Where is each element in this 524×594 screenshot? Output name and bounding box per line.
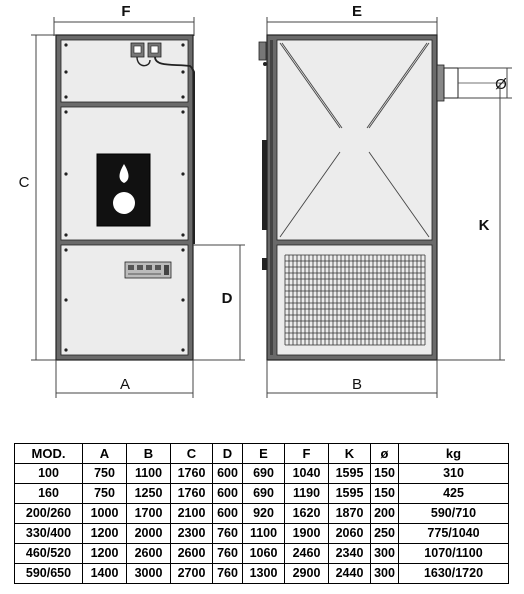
table-cell: 690 — [243, 484, 285, 504]
table-cell: 2000 — [127, 524, 171, 544]
table-cell: 760 — [213, 524, 243, 544]
header-cell: A — [83, 444, 127, 464]
dimension-d — [193, 245, 245, 360]
header-cell: K — [329, 444, 371, 464]
table-cell: 1070/1100 — [399, 544, 509, 564]
table-cell: 2340 — [329, 544, 371, 564]
table-cell: 300 — [371, 564, 399, 584]
front-view — [19, 3, 245, 398]
label-f: F — [121, 3, 131, 20]
dimension-c — [19, 35, 56, 360]
table-cell: 300 — [371, 544, 399, 564]
table-row — [15, 544, 509, 564]
table-cell: 2600 — [127, 544, 171, 564]
spec-table — [14, 443, 509, 584]
table-cell: 1700 — [127, 504, 171, 524]
table-cell: 425 — [399, 484, 509, 504]
header-cell: ø — [371, 444, 399, 464]
table-cell: 590/710 — [399, 504, 509, 524]
table-cell: 460/520 — [15, 544, 83, 564]
label-c: C — [18, 174, 30, 191]
table-cell: 690 — [243, 464, 285, 484]
side-upper-panel — [277, 40, 432, 240]
table-cell: 1300 — [243, 564, 285, 584]
dimension-b — [267, 360, 437, 398]
header-cell: MOD. — [15, 444, 83, 464]
table-cell: 1100 — [127, 464, 171, 484]
table-cell: 1200 — [83, 524, 127, 544]
label-e: E — [351, 3, 363, 20]
table-cell: 1760 — [171, 464, 213, 484]
table-cell: 1630/1720 — [399, 564, 509, 584]
table-cell: 2100 — [171, 504, 213, 524]
header-cell: D — [213, 444, 243, 464]
side-view — [259, 3, 512, 398]
table-cell: 2300 — [171, 524, 213, 544]
table-cell: 600 — [213, 484, 243, 504]
table-row — [15, 524, 509, 544]
table-cell: 600 — [213, 464, 243, 484]
table-cell: 2060 — [329, 524, 371, 544]
table-header-row — [15, 444, 509, 464]
table-cell: 1000 — [83, 504, 127, 524]
label-b: B — [351, 376, 363, 393]
control-panel — [125, 262, 171, 278]
table-cell: 200/260 — [15, 504, 83, 524]
table-cell: 1760 — [171, 484, 213, 504]
table-row — [15, 564, 509, 584]
header-cell: C — [171, 444, 213, 464]
header-cell: F — [285, 444, 329, 464]
table-cell: 100 — [15, 464, 83, 484]
table-cell: 1250 — [127, 484, 171, 504]
table-cell: 750 — [83, 484, 127, 504]
table-cell: 2900 — [285, 564, 329, 584]
table-cell: 750 — [83, 464, 127, 484]
table-row — [15, 464, 509, 484]
table-cell: 150 — [371, 464, 399, 484]
table-cell: 590/650 — [15, 564, 83, 584]
table-cell: 2440 — [329, 564, 371, 584]
table-cell: 150 — [371, 484, 399, 504]
label-d: D — [221, 290, 233, 307]
header-cell: B — [127, 444, 171, 464]
label-k: K — [478, 217, 490, 234]
table-cell: 1870 — [329, 504, 371, 524]
label-diameter: Ø — [495, 76, 507, 93]
table-cell: 3000 — [127, 564, 171, 584]
table-cell: 2460 — [285, 544, 329, 564]
table-body — [15, 464, 509, 584]
dimension-e — [267, 3, 437, 36]
front-top-panel — [61, 40, 188, 102]
table-cell: 2600 — [171, 544, 213, 564]
header-cell: E — [243, 444, 285, 464]
burner-window — [97, 154, 150, 226]
table-cell: 1040 — [285, 464, 329, 484]
side-rail — [262, 140, 267, 230]
table-cell: 2700 — [171, 564, 213, 584]
table-cell: 760 — [213, 544, 243, 564]
side-bracket — [259, 42, 266, 60]
table-cell: 330/400 — [15, 524, 83, 544]
table-cell: 310 — [399, 464, 509, 484]
dimension-f — [54, 3, 194, 36]
dimension-k — [437, 83, 505, 360]
table-row — [15, 484, 509, 504]
header-cell: kg — [399, 444, 509, 464]
flue-outlet — [437, 65, 458, 101]
dimension-a — [56, 360, 193, 398]
table-cell: 1190 — [285, 484, 329, 504]
table-cell: 775/1040 — [399, 524, 509, 544]
label-a: A — [119, 376, 131, 393]
table-cell: 1400 — [83, 564, 127, 584]
table-cell: 1100 — [243, 524, 285, 544]
table-cell: 1620 — [285, 504, 329, 524]
table-cell: 200 — [371, 504, 399, 524]
table-cell: 1595 — [329, 464, 371, 484]
table-row — [15, 504, 509, 524]
side-left-strip — [270, 40, 273, 355]
front-bottom-panel — [61, 245, 188, 355]
table-cell: 920 — [243, 504, 285, 524]
table-cell: 1200 — [83, 544, 127, 564]
table-cell: 760 — [213, 564, 243, 584]
table-cell: 160 — [15, 484, 83, 504]
table-cell: 1060 — [243, 544, 285, 564]
table-cell: 600 — [213, 504, 243, 524]
table-cell: 250 — [371, 524, 399, 544]
table-cell: 1900 — [285, 524, 329, 544]
table-cell: 1595 — [329, 484, 371, 504]
